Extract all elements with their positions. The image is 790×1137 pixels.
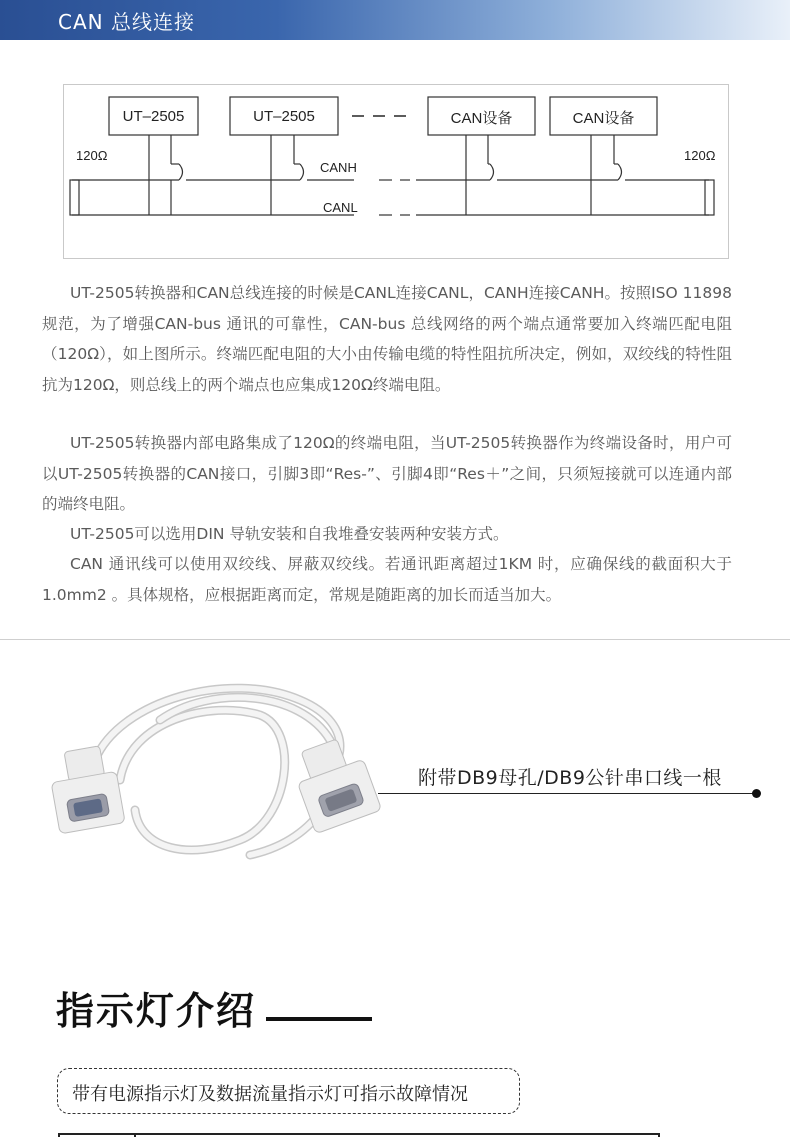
section-heading: CAN 总线连接: [58, 10, 195, 34]
header-bar: [0, 0, 790, 40]
paragraph-cable-spec: [42, 549, 732, 610]
resistor-left: [70, 180, 79, 215]
paragraph-termination: [42, 278, 732, 400]
paragraph-text: CAN 通讯线可以使用双绞线、屏蔽双绞线。若通讯距离超过1KM 时，应确保线的截面积大于1.0mm2 。具体规格，应根据距离而定，常规是随距离的加长而适当加大。: [42, 555, 732, 604]
device-label: CAN设备: [572, 110, 635, 127]
paragraph-text: UT-2505转换器和CAN总线连接的时候是CANL连接CANL，CANH连接CANH。按照ISO 11898规范，为了增强CAN-bus 通讯的可靠性，CAN-bus 总线网络的两个端点通常要加入终端匹配电阻（120Ω），如上图所示。终端匹配电阻的大小由传输电缆的特性阻抗所决定，例如，双绞线的特性阻抗为120Ω，则总线上的两个端点也应集成120Ω终端电阻。: [42, 284, 732, 394]
section-divider: [0, 639, 790, 640]
canh-label: CANH: [320, 160, 357, 175]
paragraph-text: UT-2505可以选用DIN 导轨安装和自我堆叠安装两种安装方式。: [70, 525, 509, 543]
paragraph-text: UT-2505转换器内部电路集成了120Ω的终端电阻，当UT-2505转换器作为终端设备时，用户可以UT-2505转换器的CAN接口，引脚3即“Res-”、引脚4即“Res＋”之间，只须短接就可以连通内部的端终电阻。: [42, 434, 732, 513]
resistor-label-left: 120Ω: [76, 148, 108, 163]
can-bus-diagram: [63, 84, 729, 259]
device-label: UT–2505: [122, 108, 185, 125]
table-column-divider: [134, 1133, 136, 1137]
indicator-section-title: 指示灯介绍: [56, 989, 257, 1033]
paragraph-mounting: [42, 519, 732, 550]
caption-leader-line: [378, 793, 756, 794]
wiring-diagram-svg: [64, 85, 730, 260]
resistor-right: [705, 180, 714, 215]
indicator-note-text: 带有电源指示灯及数据流量指示灯可指示故障情况: [72, 1084, 468, 1105]
title-underline: [266, 1017, 372, 1021]
cable-caption: 附带DB9母孔/DB9公针串口线一根: [418, 767, 722, 789]
caption-leader-dot: [752, 789, 761, 798]
indicator-table-header: [58, 1133, 660, 1137]
canl-label: CANL: [323, 200, 358, 215]
paragraph-internal-resistor: [42, 428, 732, 520]
device-label: CAN设备: [450, 110, 513, 127]
device-label: UT–2505: [253, 108, 315, 125]
resistor-label-right: 120Ω: [684, 148, 716, 163]
indicator-note-box: [57, 1068, 520, 1114]
